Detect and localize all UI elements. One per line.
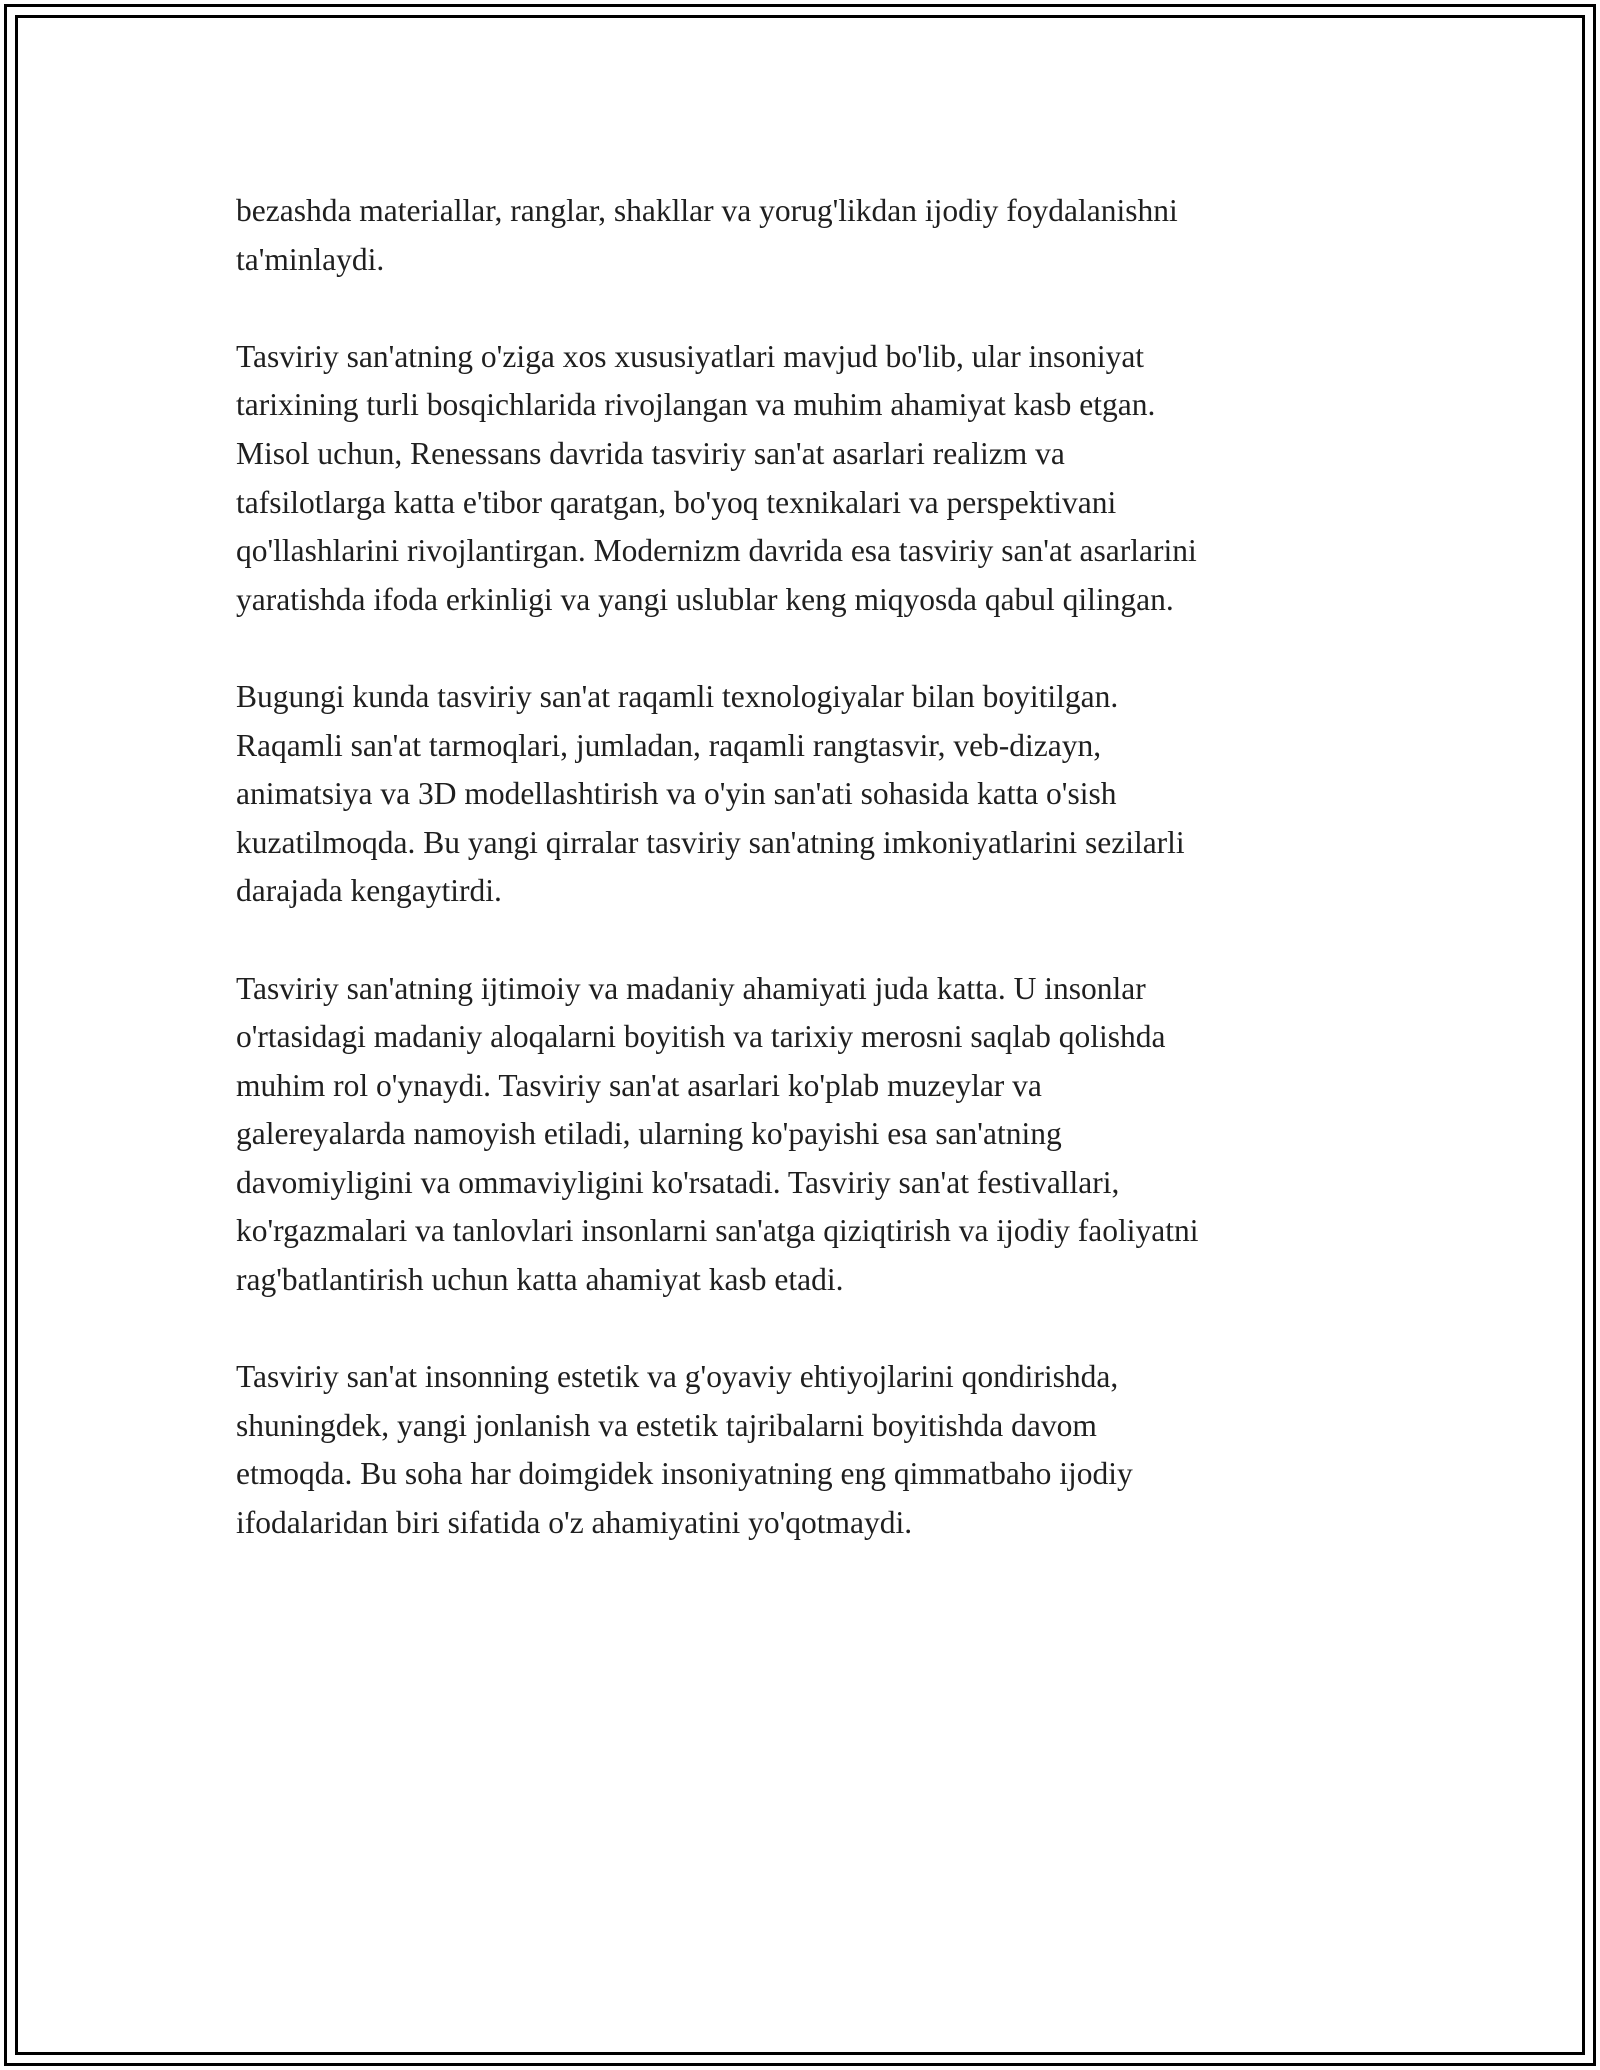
text-line: rag'batlantirish uchun katta ahamiyat kasb etadi. [236,1262,844,1298]
text-line: galereyalarda namoyish etiladi, ularning ko'payishi esa san'atning [236,1116,1062,1152]
text-line: bezashda materiallar, ranglar, shakllar va yorug'likdan ijodiy foydalanishni [236,193,1178,228]
paragraph-4 [236,965,1376,1305]
text-line: ta'minlaydi. [236,241,385,277]
paragraph-5 [236,1353,1376,1547]
text-line: Bugungi kunda tasviriy san'at raqamli texnologiyalar bilan boyitilgan. [236,678,1119,714]
paragraph-3 [236,673,1376,916]
paragraph-1 [236,187,1376,284]
text-line: yaratishda ifoda erkinligi va yangi uslublar keng miqyosda qabul qilingan. [236,581,1174,617]
text-line: animatsiya va 3D modellashtirish va o'yin san'ati sohasida katta o'sish [236,776,1117,812]
text-line: ko'rgazmalari va tanlovlari insonlarni san'atga qiziqtirish va ijodiy faoliyatni [236,1213,1199,1249]
text-line: Misol uchun, Renessans davrida tasviriy san'at asarlari realizm va [236,435,1065,471]
document-body [236,187,1376,1596]
paragraph-2 [236,333,1376,625]
text-line: darajada kengaytirdi. [236,873,502,909]
text-line: tafsilotlarga katta e'tibor qaratgan, bo'yoq texnikalari va perspektivani [236,484,1117,520]
text-line: o'rtasidagi madaniy aloqalarni boyitish va tarixiy merosni saqlab qolishda [236,1019,1166,1055]
text-line: shuningdek, yangi jonlanish va estetik tajribalarni boyitishda davom [236,1407,1097,1443]
text-line: Raqamli san'at tarmoqlari, jumladan, raqamli rangtasvir, veb-dizayn, [236,727,1102,763]
text-line: etmoqda. Bu soha har doimgidek insoniyatning eng qimmatbaho ijodiy [236,1456,1133,1492]
text-line: Tasviriy san'at insonning estetik va g'oyaviy ehtiyojlarini qondirishda, [236,1359,1119,1395]
text-line: Tasviriy san'atning o'ziga xos xususiyatlari mavjud bo'lib, ular insoniyat [236,338,1145,374]
text-line: ifodalaridan biri sifatida o'z ahamiyatini yo'qotmaydi. [236,1505,913,1541]
text-line: muhim rol o'ynaydi. Tasviriy san'at asarlari ko'plab muzeylar va [236,1067,1042,1103]
text-line: davomiyligini va ommaviyligini ko'rsatadi. Tasviriy san'at festivallari, [236,1164,1120,1200]
text-line: Tasviriy san'atning ijtimoiy va madaniy ahamiyati juda katta. U insonlar [236,970,1146,1006]
text-line: kuzatilmoqda. Bu yangi qirralar tasviriy san'atning imkoniyatlarini sezilarli [236,824,1185,860]
text-line: qo'llashlarini rivojlantirgan. Modernizm davrida esa tasviriy san'at asarlarini [236,533,1197,569]
text-line: tarixining turli bosqichlarida rivojlangan va muhim ahamiyat kasb etgan. [236,387,1156,423]
